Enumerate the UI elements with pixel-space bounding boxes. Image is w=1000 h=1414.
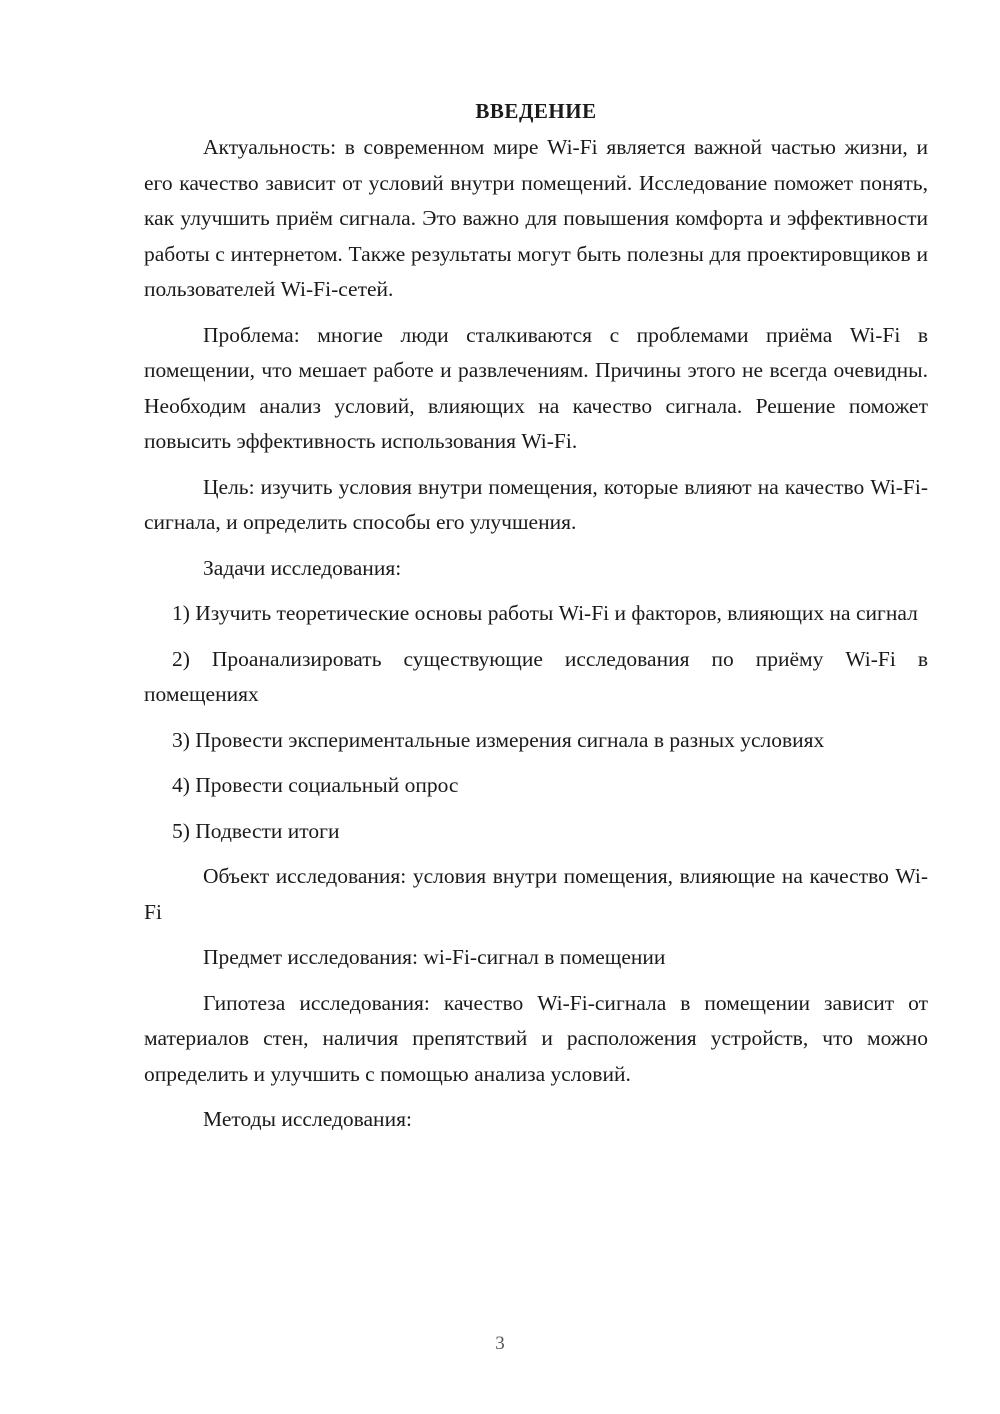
task-item: 5) Подвести итоги: [172, 818, 340, 843]
tasks-heading: Задачи исследования:: [203, 555, 402, 580]
hypothesis-paragraph: Гипотеза исследования: качество Wi-Fi-сигнала в помещении зависит от материалов стен, наличия препятствий и расположения устройств, что можно определить и улучшить с помощью анализа условий.: [144, 990, 928, 1086]
task-item: 2) Проанализировать существующие исследования по приёму Wi-Fi в помещениях: [144, 646, 928, 706]
page-number: 3: [495, 1333, 505, 1354]
document-page: [144, 96, 928, 1148]
task-item: 1) Изучить теоретические основы работы Wi-Fi и факторов, влияющих на сигнал: [172, 601, 918, 625]
methods-heading: Методы исследования:: [203, 1107, 412, 1131]
relevance-paragraph: Актуальность: в современном мире Wi-Fi является важной частью жизни, и его качество зависит от условий внутри помещений. Исследование поможет понять, как улучшить приём сигнала. Это важно для повышения комфорта и эффективности работы с интернетом. Также результаты могут быть полезны для проектировщиков и пользователей Wi-Fi-сетей.: [144, 135, 928, 301]
object-paragraph: Объект исследования: условия внутри помещения, влияющие на качество Wi-Fi: [144, 864, 928, 924]
task-item: 3) Провести экспериментальные измерения сигнала в разных условиях: [172, 727, 825, 752]
page-title: ВВЕДЕНИЕ: [475, 99, 597, 123]
goal-paragraph: Цель: изучить условия внутри помещения, которые влияют на качество Wi-Fi-сигнала, и определить способы его улучшения.: [144, 474, 928, 534]
task-item: 4) Провести социальный опрос: [172, 773, 459, 797]
subject-paragraph: Предмет исследования: wi-Fi-сигнал в помещении: [203, 945, 666, 969]
tasks-list: [144, 596, 928, 849]
problem-paragraph: Проблема: многие люди сталкиваются с проблемами приёма Wi-Fi в помещении, что мешает работе и развлечениям. Причины этого не всегда очевидны. Необходим анализ условий, влияющих на качество сигнала. Решение поможет повысить эффективность использования Wi-Fi.: [144, 322, 928, 453]
